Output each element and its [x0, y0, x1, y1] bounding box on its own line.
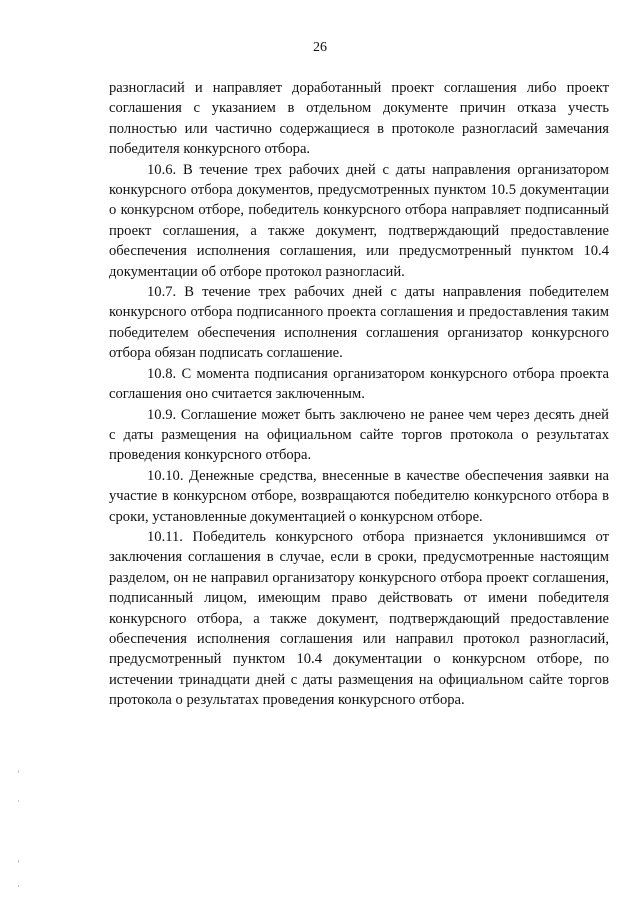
scan-artifact — [18, 800, 19, 802]
scan-artifact — [18, 860, 19, 863]
document-body — [109, 78, 609, 711]
page-number: 26 — [313, 40, 327, 55]
paragraph-10-6: 10.6. В течение трех рабочих дней с даты направления организатором конкурсного отбора документов, предусмотренных пунктом 10.5 документации о конкурсном отборе, победитель конкурсного отбора направляет подписанный проект соглашения, а также документ, подтверждающий предоставление обеспечения исполнения соглашения, или предусмотренный пунктом 10.4 документации об отборе протокол разногласий. — [109, 161, 609, 280]
paragraph-10-11: 10.11. Победитель конкурсного отбора признается уклонившимся от заключения соглашения в случае, если в сроки, предусмотренные настоящим разделом, он не направил организатору конкурсного отбора проект соглашения, подписанный лицом, имеющим право действовать от имени победителя конкурсного отбора, а также документ, подтверждающий предоставление обеспечения исполнения соглашения или направил протокол разногласий, предусмотренный пунктом 10.4 документации о конкурсном отборе, по истечении тринадцати дней с даты размещения на официальном сайте торгов протокола о результатах проведения конкурсного отбора. — [109, 528, 609, 709]
paragraph-10-8: 10.8. С момента подписания организатором конкурсного отбора проекта соглашения оно считается заключенным. — [109, 365, 609, 403]
scan-artifact — [18, 770, 19, 773]
paragraph-10-9: 10.9. Соглашение может быть заключено не ранее чем через десять дней с даты размещения на официальном сайте торгов протокола о результатах проведения конкурсного отбора. — [109, 406, 609, 464]
paragraph-10-7: 10.7. В течение трех рабочих дней с даты направления победителем конкурсного отбора подписанного проекта соглашения и предоставления таким победителем обеспечения исполнения соглашения организатор конкурсного отбора обязан подписать соглашение. — [109, 284, 609, 362]
paragraph-continuation: разногласий и направляет доработанный проект соглашения либо проект соглашения с указанием в отдельном документе причин отказа учесть полностью или частично содержащиеся в протоколе разногласий замечания победителя конкурсного отбора. — [109, 80, 609, 158]
paragraph-10-10: 10.10. Денежные средства, внесенные в качестве обеспечения заявки на участие в конкурсном отборе, возвращаются победителю конкурсного отбора в сроки, установленные документацией о конкурсном отборе. — [109, 467, 609, 525]
scan-artifact — [18, 885, 19, 887]
